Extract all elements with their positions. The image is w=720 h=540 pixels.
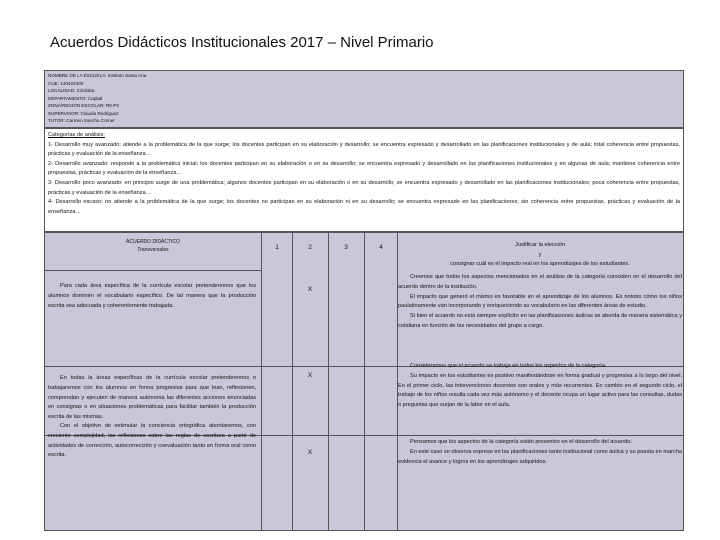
- rating-mark: X: [307, 372, 313, 379]
- column-divider: [292, 233, 293, 530]
- row-divider: [45, 270, 261, 271]
- justification-paragraph: Pensamos que los aspectos de la categoría están presentes en el desarrollo del acuerdo.: [410, 439, 633, 445]
- school-cue: CUE: 140423400: [48, 80, 84, 86]
- column-header-3: 3: [344, 244, 348, 251]
- column-header-4: 4: [379, 244, 383, 251]
- justification-paragraph: El impacto que generó el mismo es favorable en el aprendizaje de los alumnos. Es notorio cómo los niños paulatinamente van incorporando y enriqueciendo su vocabulario en las diferentes áreas de estudio.: [398, 293, 682, 310]
- school-supervisor: SUPERVISOR: Claudia Rodriguez: [48, 110, 119, 116]
- justification-paragraph: En este caso se observa expreso en las planificaciones tanto institucional como áulica y su puesta en marcha evidencia el avance y logros en los aprendizajes adquiridos.: [398, 448, 682, 465]
- category-item: 2- Desarrollo avanzado: responde a la problemática inicial; los docentes participan en su elaboración o en su desarrollo; se encuentra expresado y desarrollado en las planificaciones institucionales y en algunas de aula; mantiene coherencia entre propuestas, prácticas y evaluación de la enseñanza…: [48, 160, 680, 177]
- justification-text: [398, 438, 682, 467]
- agreement-header-title: ACUERDO DIDÁCTICO: [126, 239, 180, 245]
- category-item: 1- Desarrollo muy avanzado: atiende a la problemática de la que surge; los docentes participan en su elaboración y desarrollo; se encuentra expresado y desarrollado en las planificaciones institucionales y de aula; total coherencia entre propuestas, prácticas y evaluación de la enseñanza…: [48, 141, 680, 158]
- justification-paragraph: Si bien el acuerdo no está siempre explícito en las planificaciones áulicas se aborda de manera sistemática y cotidiana en función de las necesidades del grupo a cargo.: [398, 313, 682, 329]
- school-tutor: TUTOR: Carmen Sancho Corner: [48, 118, 115, 123]
- justification-header-line1: Justificar la elección: [514, 242, 566, 248]
- categories-heading: Categorías de análisis:: [48, 132, 105, 138]
- categories-panel: [44, 128, 684, 232]
- column-divider: [261, 233, 262, 530]
- school-info-panel: [44, 70, 684, 128]
- page-title: Acuerdos Didácticos Institucionales 2017 – Nivel Primario: [50, 34, 434, 51]
- school-name: NOMBRE DE LA ESCUELA: Instituto Santa Ana: [48, 73, 147, 78]
- school-locality: LOCALIDAD: Córdoba: [48, 88, 95, 93]
- category-item: 4- Desarrollo escaso: no atiende a la problemática de la que surge; los docentes no participan en su elaboración ni en su desarrollo; se encuentra expresado en las planificaciones; sin coherencia entre propuestas, prácticas y evaluación de la enseñanza…: [48, 199, 680, 215]
- agreements-table: [44, 232, 684, 531]
- agreement-text: Con el objetivo de estimular la conciencia ortográfica abordaremos, con creciente complejidad, las reflexiones sobre las reglas de escritura a partir de actividades de corrección, autocorrección y coevaluación tanto en forma oral como escrita.: [48, 423, 256, 459]
- justification-text: [398, 362, 682, 411]
- column-header-1: 1: [275, 244, 279, 251]
- column-header-2: 2: [308, 244, 312, 251]
- column-divider: [328, 233, 329, 530]
- agreement-header-subtitle: Transversales: [137, 247, 169, 253]
- justification-header: [400, 241, 680, 270]
- justification-paragraph: Consideramos que el acuerdo se trabaja en todos los aspectos de la categoría.: [410, 363, 607, 369]
- school-zone: ZONA/REGIÓN ESCOLAR: R6-P2: [48, 103, 119, 108]
- agreement-text: En todas la áreas específicas de la currícula escolar pretenderemos o trabajaremos con los alumnos en forma progresiva para que lean, reflexionen, comprendan y ejecuten de manera autónoma las diferentes acciones enunciadas en consignas o en situaciones problemáticas para facilitar también la producción escrita de las mismas.: [48, 375, 256, 421]
- school-department: DEPARTAMENTO: Capital: [48, 95, 103, 101]
- agreement-text: Para cada área específica de la currícula escolar pretenderemos que los alumnos dominen el vocabulario específico. De tal manera que la producción escrita sea adecuada y coherentemente trabajada.: [48, 283, 256, 309]
- justification-paragraph: Creemos que todos los aspectos mencionados en el análisis de la categoría coinciden en el desarrollo del acuerdo dentro de la institución.: [398, 274, 682, 290]
- rating-mark: X: [307, 449, 313, 456]
- agreement-header: [45, 238, 261, 254]
- category-item: 3- Desarrollo poco avanzado: en principio surge de una problemática; algunos docentes participan en su elaboración o en su desarrollo; se encuentra expresado y desarrollado en las planificaciones institucionales; poca coherencia entre propuestas, prácticas y evaluación de la enseñanza…: [48, 179, 680, 196]
- justification-paragraph: Su impacto en los estudiantes es positivo manifestándose en forma gradual y progresiva a lo largo del nivel. En el primer ciclo, las intervenciones docentes son orales y más recurrentes. En cambio en el segundo ciclo, el trabajo de los niños resulta cada vez más autónomo y el docente ocupa un lugar activo para las consultas, dudas o preguntas que surjan de la labor en el aula.: [398, 372, 682, 409]
- rating-mark: X: [307, 286, 313, 293]
- column-divider: [364, 233, 365, 530]
- justification-header-line2: y: [538, 251, 542, 258]
- justification-text: [398, 273, 682, 332]
- justification-header-line3: consignar cuál es el impacto real en los aprendizajes de los estudiantes.: [450, 261, 630, 267]
